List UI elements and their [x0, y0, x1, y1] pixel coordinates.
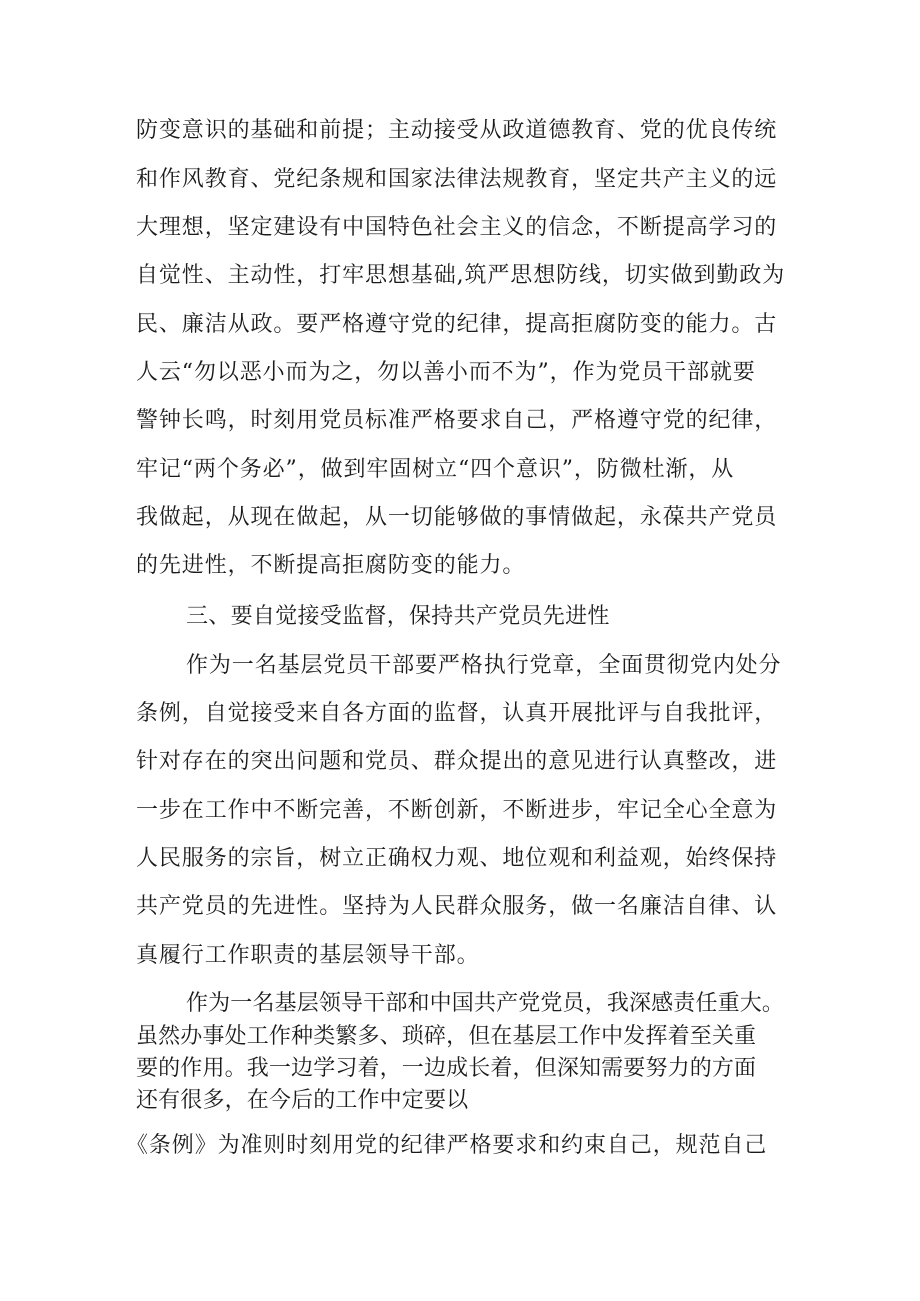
paragraph-line: 要的作用。我一边学习着，一边成长着，但深知需要努力的方面 — [136, 1056, 757, 1081]
paragraph-line: 我做起，从现在做起，从一切能够做的事情做起，永葆共产党员 — [136, 505, 778, 530]
paragraph-line: 的先进性，不断提高拒腐防变的能力。 — [136, 553, 526, 578]
section-heading: 三、要自觉接受监督，保持共产党员先进性 — [186, 604, 610, 629]
paragraph-line: 民、廉洁从政。要严格遵守党的纪律，提高拒腐防变的能力。古 — [136, 312, 778, 337]
paragraph-line: 和作风教育、党纪条规和国家法律法规教育，坚定共产主义的远 — [136, 167, 778, 192]
paragraph-line: 人民服务的宗旨，树立正确权力观、地位观和利益观，始终保持 — [136, 846, 778, 871]
paragraph-line: 一步在工作中不断完善，不断创新，不断进步，牢记全心全意为 — [136, 798, 778, 823]
paragraph-line: 针对存在的突出问题和党员、群众提出的意见进行认真整改，进 — [136, 749, 778, 774]
paragraph-line: 共产党员的先进性。坚持为人民群众服务，做一名廉洁自律、认 — [136, 894, 778, 919]
paragraph-line: 大理想，坚定建设有中国特色社会主义的信念，不断提高学习的 — [136, 215, 778, 240]
paragraph-line: 作为一名基层领导干部和中国共产党党员，我深感责任重大。 — [186, 991, 785, 1016]
paragraph-line: 人云“勿以恶小而为之，勿以善小而不为”，作为党员干部就要 — [136, 360, 756, 385]
paragraph-line: 条例，自觉接受来自各方面的监督，认真开展批评与自我批评， — [136, 701, 778, 726]
paragraph-line: 防变意识的基础和前提；主动接受从政道德教育、党的优良传统 — [136, 118, 778, 143]
paragraph-line: 还有很多，在今后的工作中定要以 — [136, 1088, 469, 1113]
paragraph-line: 牢记“两个务必”，做到牢固树立“四个意识”，防微杜渐，从 — [136, 457, 735, 482]
paragraph-line: 警钟长鸣，时刻用党员标准严格要求自己，严格遵守党的纪律， — [136, 408, 778, 433]
paragraph-line: 虽然办事处工作种类繁多、琐碎，但在基层工作中发挥着至关重 — [136, 1024, 757, 1049]
paragraph-line: 自觉性、主动性，打牢思想基础,筑严思想防线，切实做到勤政为 — [136, 263, 786, 288]
paragraph-line: 作为一名基层党员干部要严格执行党章，全面贯彻党内处分 — [186, 653, 782, 678]
paragraph-line: 真履行工作职责的基层领导干部。 — [136, 943, 480, 968]
paragraph-line: 《条例》为准则时刻用党的纪律严格要求和约束自己，规范自己 — [126, 1133, 768, 1158]
